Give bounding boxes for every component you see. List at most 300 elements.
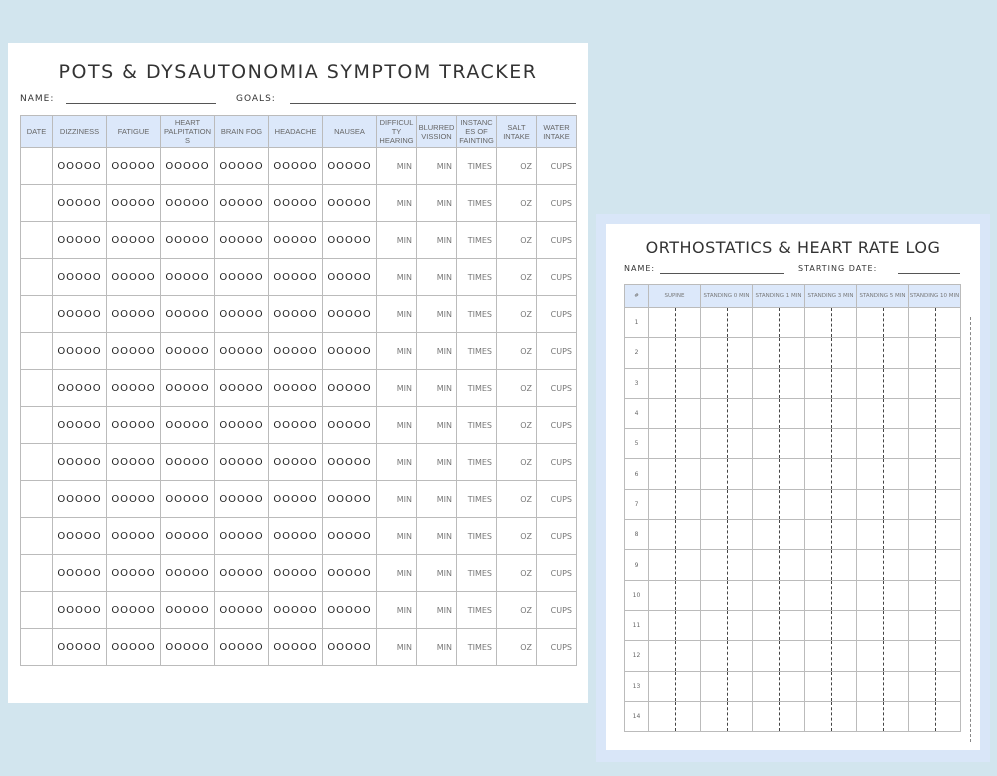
reading-cell[interactable]: [753, 550, 805, 580]
unit-cell[interactable]: TIMES: [457, 481, 497, 518]
reading-cell[interactable]: [753, 641, 805, 671]
column-header: BLURRED VISSION: [417, 116, 457, 148]
rating-circles[interactable]: OOOOO: [107, 629, 161, 666]
unit-cell[interactable]: MIN: [377, 222, 417, 259]
rating-circles[interactable]: OOOOO: [269, 296, 323, 333]
reading-cell[interactable]: [909, 610, 961, 640]
reading-cell[interactable]: [805, 550, 857, 580]
unit-cell[interactable]: MIN: [417, 185, 457, 222]
name-label: NAME:: [20, 94, 55, 104]
reading-cell[interactable]: [753, 520, 805, 550]
rating-circles[interactable]: OOOOO: [215, 407, 269, 444]
rating-circles[interactable]: OOOOO: [215, 444, 269, 481]
rating-circles[interactable]: OOOOO: [53, 555, 107, 592]
unit-cell[interactable]: TIMES: [457, 629, 497, 666]
rating-circles[interactable]: OOOOO: [323, 592, 377, 629]
table-row: [21, 555, 577, 592]
reading-cell[interactable]: [909, 550, 961, 580]
rating-circles[interactable]: OOOOO: [53, 629, 107, 666]
rating-circles[interactable]: OOOOO: [269, 148, 323, 185]
rating-circles[interactable]: OOOOO: [215, 296, 269, 333]
reading-cell[interactable]: [909, 308, 961, 338]
rating-circles[interactable]: OOOOO: [107, 592, 161, 629]
reading-cell[interactable]: [857, 459, 909, 489]
reading-cell[interactable]: [909, 520, 961, 550]
rating-circles[interactable]: OOOOO: [269, 555, 323, 592]
rating-circles[interactable]: OOOOO: [215, 481, 269, 518]
unit-cell[interactable]: TIMES: [457, 407, 497, 444]
row-number: 7: [625, 489, 649, 519]
reading-cell[interactable]: [701, 489, 753, 519]
unit-cell[interactable]: TIMES: [457, 259, 497, 296]
reading-cell[interactable]: [805, 610, 857, 640]
date-cell[interactable]: [21, 518, 53, 555]
rating-circles[interactable]: OOOOO: [161, 481, 215, 518]
rating-circles[interactable]: OOOOO: [215, 148, 269, 185]
reading-cell[interactable]: [805, 459, 857, 489]
reading-cell[interactable]: [701, 338, 753, 368]
unit-cell[interactable]: MIN: [417, 481, 457, 518]
reading-cell[interactable]: [805, 520, 857, 550]
row-number: 5: [625, 429, 649, 459]
unit-cell[interactable]: OZ: [497, 370, 537, 407]
unit-cell[interactable]: OZ: [497, 444, 537, 481]
reading-cell[interactable]: [753, 459, 805, 489]
reading-cell[interactable]: [701, 610, 753, 640]
rating-circles[interactable]: OOOOO: [269, 185, 323, 222]
goals-field[interactable]: [290, 103, 576, 104]
rating-circles[interactable]: OOOOO: [215, 555, 269, 592]
row-number: 12: [625, 641, 649, 671]
column-header: STANDING 5 MIN: [857, 285, 909, 308]
row-number: 11: [625, 610, 649, 640]
reading-cell[interactable]: [649, 429, 701, 459]
table-row: [21, 222, 577, 259]
reading-cell[interactable]: [753, 338, 805, 368]
unit-cell[interactable]: OZ: [497, 259, 537, 296]
reading-cell[interactable]: [909, 338, 961, 368]
reading-cell[interactable]: [805, 338, 857, 368]
reading-cell[interactable]: [701, 550, 753, 580]
reading-cell[interactable]: [701, 308, 753, 338]
unit-cell[interactable]: MIN: [377, 481, 417, 518]
reading-cell[interactable]: [753, 610, 805, 640]
unit-cell[interactable]: TIMES: [457, 518, 497, 555]
rating-circles[interactable]: OOOOO: [323, 518, 377, 555]
unit-cell[interactable]: MIN: [417, 148, 457, 185]
log-name-label: NAME:: [624, 264, 656, 273]
unit-cell[interactable]: MIN: [417, 296, 457, 333]
reading-cell[interactable]: [805, 489, 857, 519]
unit-cell[interactable]: TIMES: [457, 296, 497, 333]
unit-cell[interactable]: CUPS: [537, 222, 577, 259]
row-number: 13: [625, 671, 649, 701]
unit-cell[interactable]: MIN: [377, 444, 417, 481]
unit-cell[interactable]: OZ: [497, 555, 537, 592]
rating-circles[interactable]: OOOOO: [269, 222, 323, 259]
unit-cell[interactable]: CUPS: [537, 296, 577, 333]
reading-cell[interactable]: [753, 429, 805, 459]
unit-cell[interactable]: MIN: [377, 518, 417, 555]
reading-cell[interactable]: [701, 520, 753, 550]
rating-circles[interactable]: OOOOO: [215, 629, 269, 666]
unit-cell[interactable]: MIN: [377, 148, 417, 185]
reading-cell[interactable]: [701, 641, 753, 671]
reading-cell[interactable]: [909, 459, 961, 489]
reading-cell[interactable]: [857, 520, 909, 550]
unit-cell[interactable]: MIN: [417, 629, 457, 666]
heart-rate-table: [624, 284, 961, 732]
rating-circles[interactable]: OOOOO: [269, 370, 323, 407]
rating-circles[interactable]: OOOOO: [107, 185, 161, 222]
unit-cell[interactable]: MIN: [377, 629, 417, 666]
date-cell[interactable]: [21, 296, 53, 333]
unit-cell[interactable]: CUPS: [537, 481, 577, 518]
reading-cell[interactable]: [701, 398, 753, 428]
unit-cell[interactable]: TIMES: [457, 333, 497, 370]
reading-cell[interactable]: [857, 338, 909, 368]
reading-cell[interactable]: [753, 671, 805, 701]
unit-cell[interactable]: CUPS: [537, 370, 577, 407]
rating-circles[interactable]: OOOOO: [161, 333, 215, 370]
heart-rate-log-sheet: [606, 224, 980, 750]
reading-cell[interactable]: [753, 398, 805, 428]
rating-circles[interactable]: OOOOO: [323, 629, 377, 666]
reading-cell[interactable]: [649, 580, 701, 610]
reading-cell[interactable]: [753, 489, 805, 519]
reading-cell[interactable]: [909, 368, 961, 398]
reading-cell[interactable]: [649, 641, 701, 671]
rating-circles[interactable]: OOOOO: [161, 592, 215, 629]
unit-cell[interactable]: OZ: [497, 296, 537, 333]
rating-circles[interactable]: OOOOO: [323, 185, 377, 222]
reading-cell[interactable]: [909, 580, 961, 610]
reading-cell[interactable]: [805, 701, 857, 731]
reading-cell[interactable]: [649, 398, 701, 428]
reading-cell[interactable]: [805, 398, 857, 428]
date-cell[interactable]: [21, 148, 53, 185]
rating-circles[interactable]: OOOOO: [323, 259, 377, 296]
unit-cell[interactable]: CUPS: [537, 592, 577, 629]
rating-circles[interactable]: OOOOO: [161, 185, 215, 222]
table-row: [625, 701, 961, 731]
unit-cell[interactable]: CUPS: [537, 148, 577, 185]
reading-cell[interactable]: [649, 610, 701, 640]
reading-cell[interactable]: [909, 641, 961, 671]
unit-cell[interactable]: OZ: [497, 148, 537, 185]
unit-cell[interactable]: CUPS: [537, 629, 577, 666]
reading-cell[interactable]: [857, 489, 909, 519]
rating-circles[interactable]: OOOOO: [53, 407, 107, 444]
rating-circles[interactable]: OOOOO: [107, 555, 161, 592]
reading-cell[interactable]: [857, 580, 909, 610]
reading-cell[interactable]: [909, 429, 961, 459]
rating-circles[interactable]: OOOOO: [323, 481, 377, 518]
reading-cell[interactable]: [857, 429, 909, 459]
unit-cell[interactable]: TIMES: [457, 185, 497, 222]
rating-circles[interactable]: OOOOO: [215, 370, 269, 407]
unit-cell[interactable]: MIN: [377, 259, 417, 296]
symptom-tracker-sheet: [8, 43, 588, 703]
table-row: [21, 333, 577, 370]
unit-cell[interactable]: MIN: [377, 555, 417, 592]
unit-cell[interactable]: MIN: [417, 370, 457, 407]
row-number: 6: [625, 459, 649, 489]
reading-cell[interactable]: [857, 701, 909, 731]
date-cell[interactable]: [21, 370, 53, 407]
unit-cell[interactable]: MIN: [417, 259, 457, 296]
reading-cell[interactable]: [805, 641, 857, 671]
rating-circles[interactable]: OOOOO: [215, 185, 269, 222]
rating-circles[interactable]: OOOOO: [107, 518, 161, 555]
unit-cell[interactable]: CUPS: [537, 555, 577, 592]
starting-date-label: STARTING DATE:: [798, 264, 878, 273]
reading-cell[interactable]: [857, 398, 909, 428]
unit-cell[interactable]: MIN: [417, 222, 457, 259]
rating-circles[interactable]: OOOOO: [107, 407, 161, 444]
rating-circles[interactable]: OOOOO: [53, 444, 107, 481]
rating-circles[interactable]: OOOOO: [269, 481, 323, 518]
row-number: 4: [625, 398, 649, 428]
unit-cell[interactable]: CUPS: [537, 444, 577, 481]
table-row: [625, 398, 961, 428]
table-row: [21, 148, 577, 185]
reading-cell[interactable]: [857, 610, 909, 640]
reading-cell[interactable]: [649, 701, 701, 731]
column-header: FATIGUE: [107, 116, 161, 148]
rating-circles[interactable]: OOOOO: [107, 444, 161, 481]
table-row: [21, 629, 577, 666]
reading-cell[interactable]: [753, 580, 805, 610]
unit-cell[interactable]: MIN: [417, 407, 457, 444]
reading-cell[interactable]: [701, 368, 753, 398]
rating-circles[interactable]: OOOOO: [161, 518, 215, 555]
reading-cell[interactable]: [649, 550, 701, 580]
table-row: [625, 308, 961, 338]
column-header: NAUSEA: [323, 116, 377, 148]
rating-circles[interactable]: OOOOO: [53, 296, 107, 333]
unit-cell[interactable]: MIN: [417, 555, 457, 592]
unit-cell[interactable]: TIMES: [457, 370, 497, 407]
unit-cell[interactable]: OZ: [497, 481, 537, 518]
rating-circles[interactable]: OOOOO: [269, 444, 323, 481]
date-cell[interactable]: [21, 592, 53, 629]
rating-circles[interactable]: OOOOO: [269, 629, 323, 666]
unit-cell[interactable]: CUPS: [537, 333, 577, 370]
rating-circles[interactable]: OOOOO: [107, 481, 161, 518]
reading-cell[interactable]: [701, 459, 753, 489]
column-header: STANDING 3 MIN: [805, 285, 857, 308]
unit-cell[interactable]: CUPS: [537, 185, 577, 222]
unit-cell[interactable]: OZ: [497, 333, 537, 370]
rating-circles[interactable]: OOOOO: [323, 148, 377, 185]
rating-circles[interactable]: OOOOO: [53, 481, 107, 518]
unit-cell[interactable]: TIMES: [457, 148, 497, 185]
reading-cell[interactable]: [857, 308, 909, 338]
rating-circles[interactable]: OOOOO: [53, 592, 107, 629]
rating-circles[interactable]: OOOOO: [269, 518, 323, 555]
rating-circles[interactable]: OOOOO: [161, 296, 215, 333]
row-number: 14: [625, 701, 649, 731]
unit-cell[interactable]: CUPS: [537, 407, 577, 444]
reading-cell[interactable]: [701, 671, 753, 701]
reading-cell[interactable]: [701, 701, 753, 731]
date-cell[interactable]: [21, 185, 53, 222]
rating-circles[interactable]: OOOOO: [161, 555, 215, 592]
row-number: 3: [625, 368, 649, 398]
rating-circles[interactable]: OOOOO: [53, 185, 107, 222]
rating-circles[interactable]: OOOOO: [53, 518, 107, 555]
starting-date-field[interactable]: [898, 273, 960, 274]
date-cell[interactable]: [21, 222, 53, 259]
table-row: [21, 444, 577, 481]
date-cell[interactable]: [21, 481, 53, 518]
reading-cell[interactable]: [857, 550, 909, 580]
reading-cell[interactable]: [805, 308, 857, 338]
rating-circles[interactable]: OOOOO: [215, 592, 269, 629]
name-field[interactable]: [66, 103, 216, 104]
reading-cell[interactable]: [649, 671, 701, 701]
reading-cell[interactable]: [805, 368, 857, 398]
unit-cell[interactable]: OZ: [497, 518, 537, 555]
log-name-field[interactable]: [660, 273, 784, 274]
reading-cell[interactable]: [909, 489, 961, 519]
rating-circles[interactable]: OOOOO: [53, 333, 107, 370]
unit-cell[interactable]: MIN: [417, 518, 457, 555]
reading-cell[interactable]: [909, 671, 961, 701]
unit-cell[interactable]: TIMES: [457, 222, 497, 259]
rating-circles[interactable]: OOOOO: [161, 259, 215, 296]
rating-circles[interactable]: OOOOO: [53, 222, 107, 259]
unit-cell[interactable]: OZ: [497, 185, 537, 222]
reading-cell[interactable]: [805, 580, 857, 610]
reading-cell[interactable]: [649, 459, 701, 489]
unit-cell[interactable]: MIN: [377, 592, 417, 629]
rating-circles[interactable]: OOOOO: [161, 444, 215, 481]
rating-circles[interactable]: OOOOO: [323, 407, 377, 444]
rating-circles[interactable]: OOOOO: [161, 148, 215, 185]
column-header: STANDING 1 MIN: [753, 285, 805, 308]
unit-cell[interactable]: MIN: [417, 592, 457, 629]
rating-circles[interactable]: OOOOO: [269, 407, 323, 444]
reading-cell[interactable]: [753, 368, 805, 398]
unit-cell[interactable]: OZ: [497, 222, 537, 259]
unit-cell[interactable]: TIMES: [457, 592, 497, 629]
rating-circles[interactable]: OOOOO: [323, 333, 377, 370]
unit-cell[interactable]: MIN: [377, 185, 417, 222]
rating-circles[interactable]: OOOOO: [323, 222, 377, 259]
reading-cell[interactable]: [753, 701, 805, 731]
unit-cell[interactable]: MIN: [417, 333, 457, 370]
rating-circles[interactable]: OOOOO: [107, 296, 161, 333]
rating-circles[interactable]: OOOOO: [107, 370, 161, 407]
reading-cell[interactable]: [909, 701, 961, 731]
rating-circles[interactable]: OOOOO: [269, 592, 323, 629]
rating-circles[interactable]: OOOOO: [53, 370, 107, 407]
date-cell[interactable]: [21, 259, 53, 296]
reading-cell[interactable]: [753, 308, 805, 338]
rating-circles[interactable]: OOOOO: [215, 222, 269, 259]
unit-cell[interactable]: MIN: [417, 444, 457, 481]
table-row: [21, 407, 577, 444]
unit-cell[interactable]: MIN: [377, 333, 417, 370]
column-header: DATE: [21, 116, 53, 148]
unit-cell[interactable]: MIN: [377, 296, 417, 333]
rating-circles[interactable]: OOOOO: [161, 629, 215, 666]
rating-circles[interactable]: OOOOO: [323, 370, 377, 407]
reading-cell[interactable]: [857, 368, 909, 398]
reading-cell[interactable]: [701, 580, 753, 610]
rating-circles[interactable]: OOOOO: [53, 148, 107, 185]
reading-cell[interactable]: [909, 398, 961, 428]
column-header: STANDING 10 MIN: [909, 285, 961, 308]
reading-cell[interactable]: [805, 429, 857, 459]
rating-circles[interactable]: OOOOO: [161, 222, 215, 259]
column-header: HEART PALPITATIONS: [161, 116, 215, 148]
rating-circles[interactable]: OOOOO: [323, 555, 377, 592]
reading-cell[interactable]: [649, 308, 701, 338]
rating-circles[interactable]: OOOOO: [161, 370, 215, 407]
rating-circles[interactable]: OOOOO: [215, 518, 269, 555]
rating-circles[interactable]: OOOOO: [215, 333, 269, 370]
rating-circles[interactable]: OOOOO: [161, 407, 215, 444]
reading-cell[interactable]: [805, 671, 857, 701]
table-row: [21, 518, 577, 555]
table-row: [625, 671, 961, 701]
rating-circles[interactable]: OOOOO: [107, 259, 161, 296]
tracker-title: POTS & DYSAUTONOMIA SYMPTOM TRACKER: [58, 61, 538, 83]
reading-cell[interactable]: [649, 368, 701, 398]
reading-cell[interactable]: [857, 641, 909, 671]
reading-cell[interactable]: [649, 338, 701, 368]
rating-circles[interactable]: OOOOO: [107, 148, 161, 185]
date-cell[interactable]: [21, 555, 53, 592]
reading-cell[interactable]: [857, 671, 909, 701]
unit-cell[interactable]: OZ: [497, 407, 537, 444]
table-row: [625, 550, 961, 580]
unit-cell[interactable]: MIN: [377, 407, 417, 444]
rating-circles[interactable]: OOOOO: [269, 259, 323, 296]
unit-cell[interactable]: TIMES: [457, 444, 497, 481]
unit-cell[interactable]: MIN: [377, 370, 417, 407]
rating-circles[interactable]: OOOOO: [107, 222, 161, 259]
log-title: ORTHOSTATICS & HEART RATE LOG: [645, 238, 941, 257]
column-header: #: [625, 285, 649, 308]
reading-cell[interactable]: [649, 489, 701, 519]
rating-circles[interactable]: OOOOO: [107, 333, 161, 370]
rating-circles[interactable]: OOOOO: [323, 296, 377, 333]
unit-cell[interactable]: TIMES: [457, 555, 497, 592]
unit-cell[interactable]: OZ: [497, 592, 537, 629]
table-row: [21, 185, 577, 222]
unit-cell[interactable]: OZ: [497, 629, 537, 666]
unit-cell[interactable]: CUPS: [537, 518, 577, 555]
rating-circles[interactable]: OOOOO: [215, 259, 269, 296]
rating-circles[interactable]: OOOOO: [53, 259, 107, 296]
rating-circles[interactable]: OOOOO: [323, 444, 377, 481]
reading-cell[interactable]: [701, 429, 753, 459]
date-cell[interactable]: [21, 407, 53, 444]
row-number: 10: [625, 580, 649, 610]
table-row: [625, 641, 961, 671]
date-cell[interactable]: [21, 333, 53, 370]
unit-cell[interactable]: CUPS: [537, 259, 577, 296]
table-row: [21, 592, 577, 629]
date-cell[interactable]: [21, 629, 53, 666]
rating-circles[interactable]: OOOOO: [269, 333, 323, 370]
reading-cell[interactable]: [649, 520, 701, 550]
date-cell[interactable]: [21, 444, 53, 481]
